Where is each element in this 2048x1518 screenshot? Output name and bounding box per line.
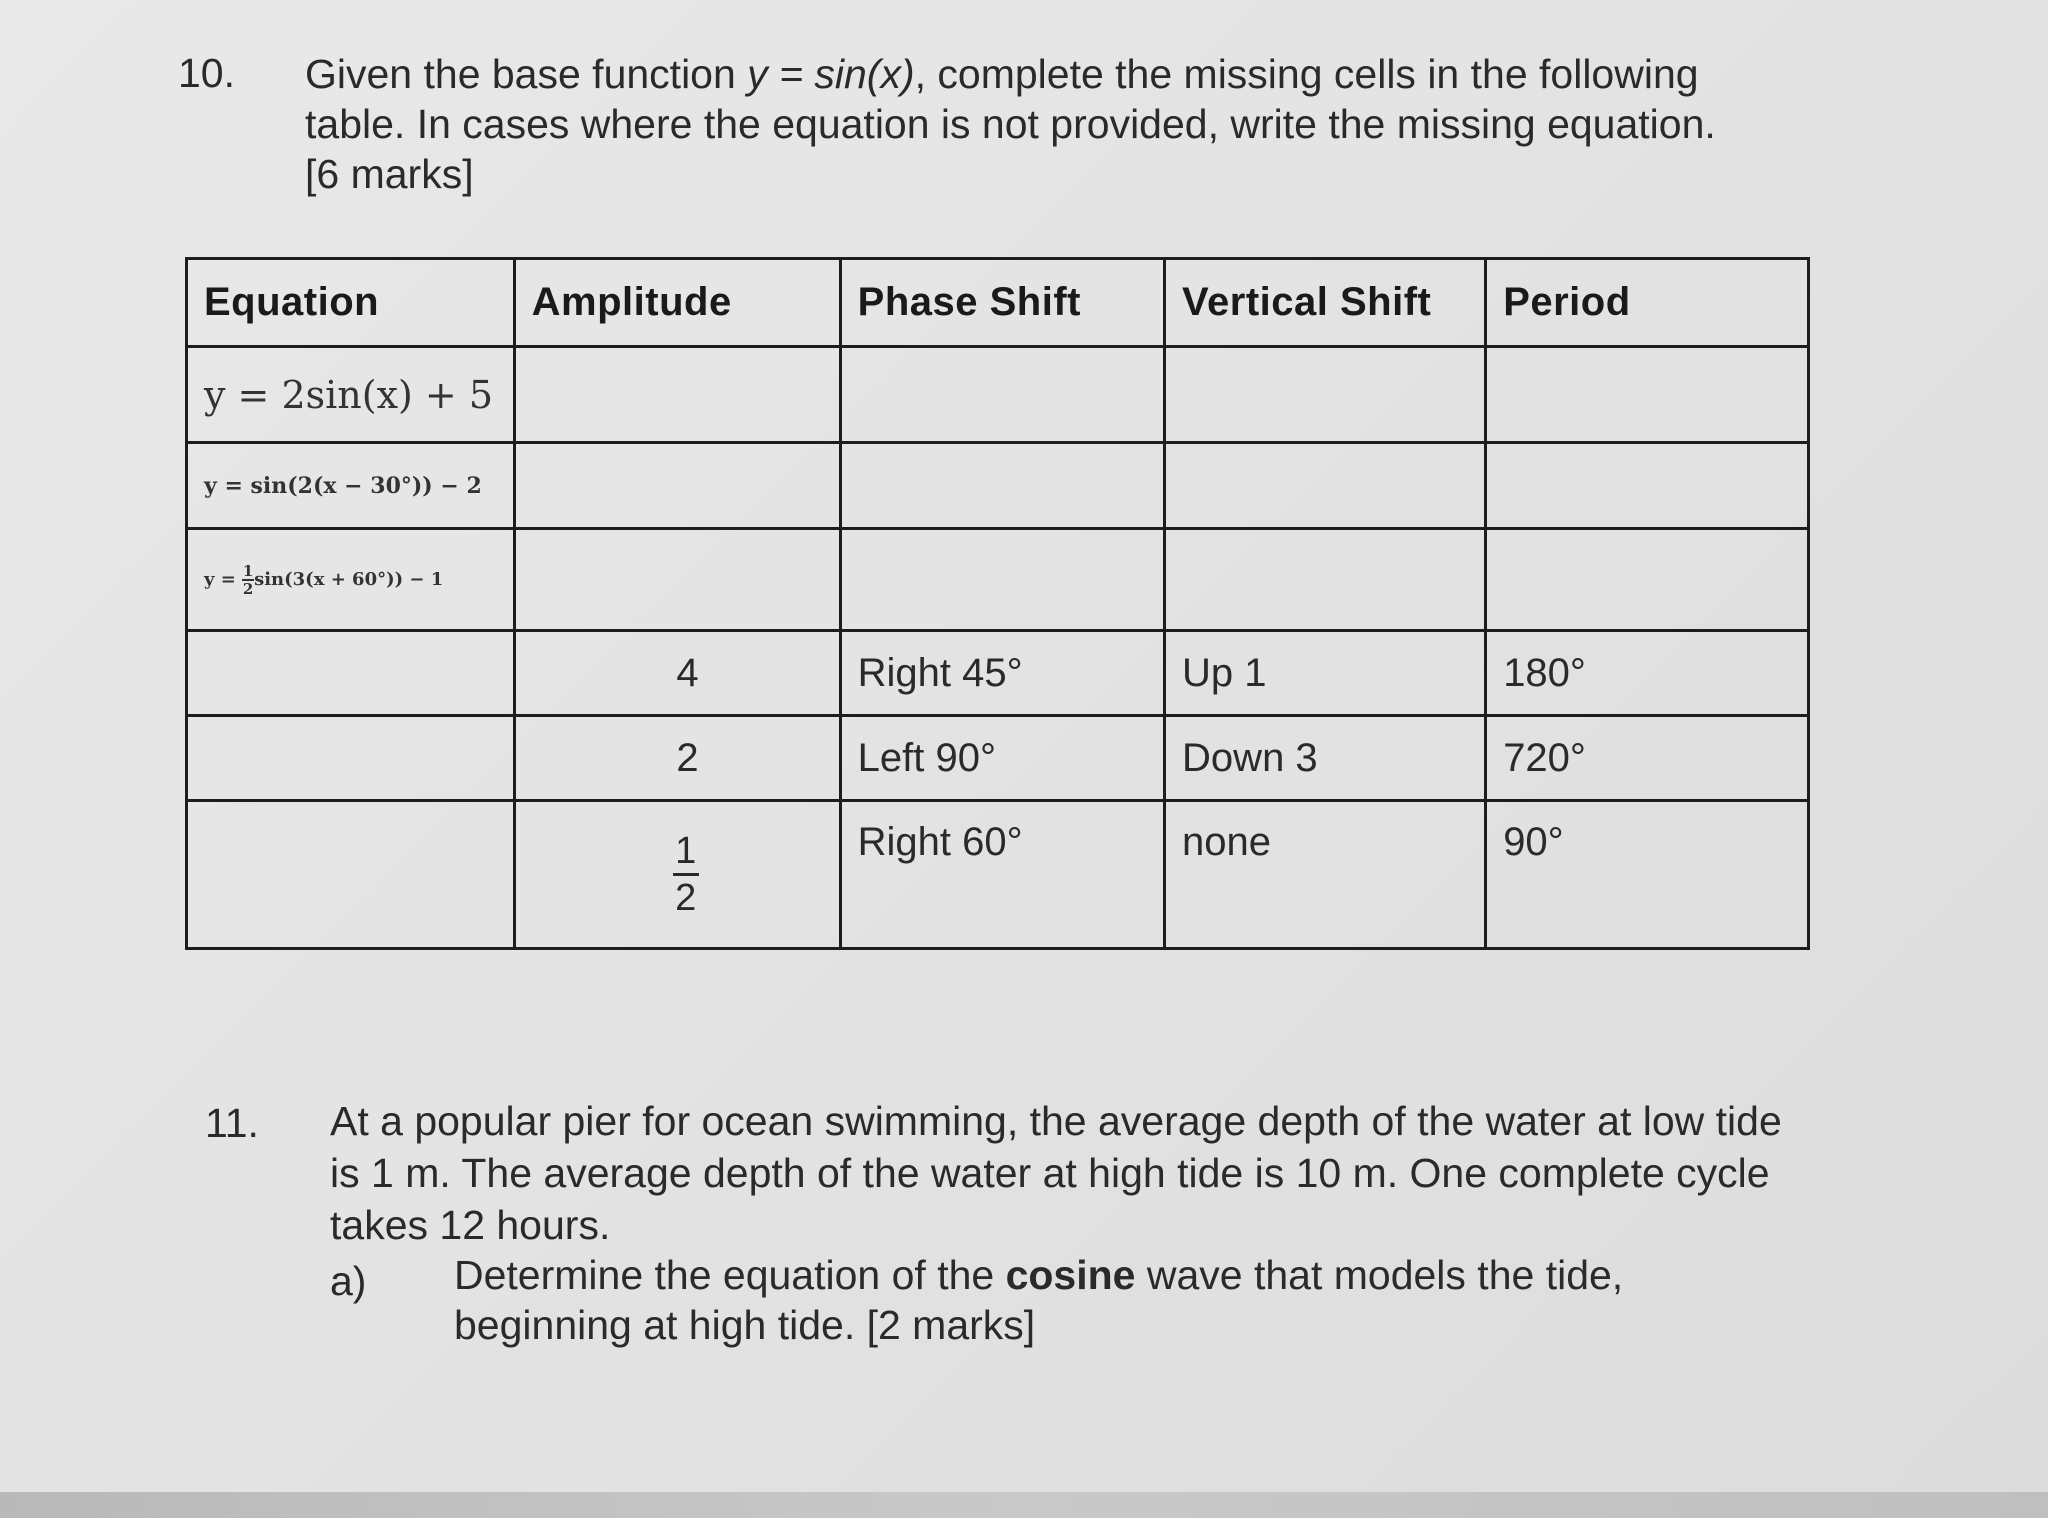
vertical-shift-cell: Down 3 [1165, 716, 1486, 801]
header-period: Period [1486, 259, 1809, 347]
equation-suffix: sin(3(x + 60°)) − 1 [254, 568, 444, 590]
equation-cell[interactable] [187, 716, 515, 801]
table-header-row [187, 259, 1809, 347]
phase-shift-cell[interactable] [840, 529, 1164, 631]
equation-prefix: y = [204, 568, 243, 590]
amplitude-cell: 2 [514, 716, 840, 801]
equation-cell: y = sin(2(x − 30°)) − 2 [187, 443, 515, 529]
phase-shift-cell: Left 90° [840, 716, 1164, 801]
question-10-text [305, 49, 1716, 199]
period-cell: 180° [1486, 631, 1809, 716]
question-10-line-1-b: , complete the missing cells in the following [914, 51, 1699, 97]
question-10-line-1-a: Given the base function [305, 51, 748, 97]
base-function: y = sin(x) [747, 51, 915, 97]
transformations-table [185, 257, 1810, 947]
table-row [187, 529, 1809, 631]
vertical-shift-cell: none [1165, 801, 1486, 949]
amplitude-cell [514, 801, 840, 949]
equation-cell [187, 529, 515, 631]
question-11-line-1: At a popular pier for ocean swimming, the average depth of the water at low tide [330, 1098, 1782, 1144]
cosine-emphasis: cosine [1005, 1252, 1136, 1298]
part-a-line-2: beginning at high tide. [2 marks] [454, 1302, 1036, 1348]
phase-shift-cell[interactable] [840, 347, 1164, 443]
fraction-denominator: 2 [675, 877, 697, 919]
header-amplitude: Amplitude [514, 259, 840, 347]
amplitude-cell[interactable] [514, 347, 840, 443]
part-a-text [454, 1250, 1623, 1350]
question-10-marks: [6 marks] [305, 151, 474, 197]
period-cell: 90° [1486, 801, 1809, 949]
vertical-shift-cell[interactable] [1165, 529, 1486, 631]
table-row [187, 443, 1809, 529]
question-11-line-2: is 1 m. The average depth of the water at high tide is 10 m. One complete cycle [330, 1150, 1770, 1196]
vertical-shift-cell: Up 1 [1165, 631, 1486, 716]
table-row [187, 801, 1809, 949]
fraction-denominator: 2 [242, 579, 254, 598]
fraction-numerator: 1 [242, 561, 254, 580]
question-11-number: 11. [205, 1100, 259, 1146]
question-10-number: 10. [178, 50, 235, 96]
phase-shift-cell: Right 60° [840, 801, 1164, 949]
page-bottom-edge [0, 1492, 2048, 1518]
question-11-text [330, 1095, 1782, 1251]
amplitude-cell: 4 [514, 631, 840, 716]
amplitude-cell[interactable] [514, 529, 840, 631]
question-11-line-3: takes 12 hours. [330, 1202, 611, 1248]
header-vertical-shift: Vertical Shift [1165, 259, 1486, 347]
part-a-line-1-pre: Determine the equation of the [454, 1252, 1006, 1298]
part-a-label: a) [330, 1258, 367, 1304]
period-cell[interactable] [1486, 529, 1809, 631]
period-cell: 720° [1486, 716, 1809, 801]
table-row [187, 631, 1809, 716]
header-equation: Equation [187, 259, 515, 347]
phase-shift-cell[interactable] [840, 443, 1164, 529]
period-cell[interactable] [1486, 443, 1809, 529]
question-10-line-2: table. In cases where the equation is not provided, write the missing equation. [305, 101, 1716, 147]
question-10-line-1 [305, 49, 1716, 99]
part-a-line-1-post: wave that models the tide, [1135, 1252, 1624, 1298]
equation-fraction [242, 563, 254, 597]
amplitude-cell[interactable] [514, 443, 840, 529]
vertical-shift-cell[interactable] [1165, 443, 1486, 529]
amplitude-fraction [673, 829, 699, 920]
header-phase-shift: Phase Shift [840, 259, 1164, 347]
part-a-line-1 [454, 1250, 1623, 1300]
period-cell[interactable] [1486, 347, 1809, 443]
fraction-numerator: 1 [675, 830, 697, 872]
equation-cell: y = 2sin(x) + 5 [187, 347, 515, 443]
equation-cell[interactable] [187, 801, 515, 949]
vertical-shift-cell[interactable] [1165, 347, 1486, 443]
table-row [187, 716, 1809, 801]
table-row [187, 347, 1809, 443]
phase-shift-cell: Right 45° [840, 631, 1164, 716]
equation-cell[interactable] [187, 631, 515, 716]
